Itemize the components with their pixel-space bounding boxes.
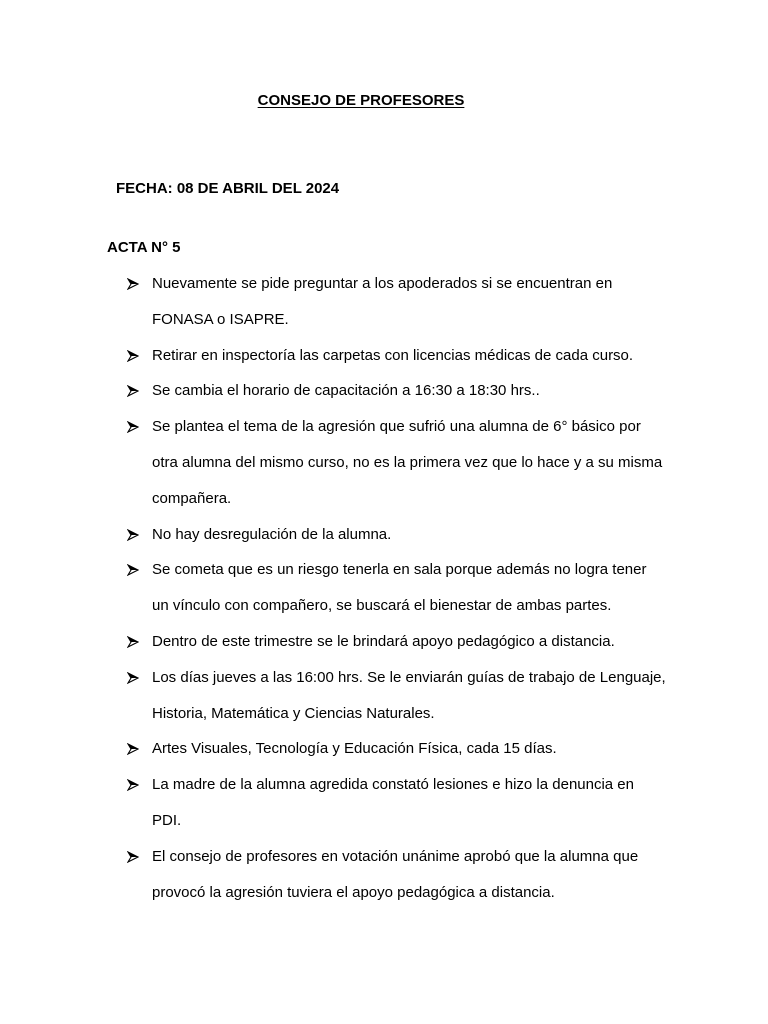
arrowhead-bullet-icon [127, 636, 139, 648]
list-item [127, 767, 667, 839]
list-item [127, 266, 667, 338]
list-item-text: Los días jueves a las 16:00 hrs. Se le enviarán guías de trabajo de Lenguaje, Historia, Matemática y Ciencias Naturales. [152, 668, 666, 722]
arrowhead-bullet-icon [127, 278, 139, 290]
list-item [127, 552, 667, 624]
list-item-text: La madre de la alumna agredida constató lesiones e hizo la denuncia en PDI. [152, 776, 634, 829]
list-item-text: Dentro de este trimestre se le brindará apoyo pedagógico a distancia. [152, 632, 615, 650]
arrowhead-bullet-icon [127, 350, 139, 362]
arrowhead-bullet-icon [127, 851, 139, 863]
list-item [127, 338, 667, 374]
list-item [127, 731, 667, 767]
list-item-text: Artes Visuales, Tecnología y Educación Física, cada 15 días. [152, 740, 557, 758]
list-item-text: El consejo de profesores en votación unánime aprobó que la alumna que provocó la agresión tuviera el apoyo pedagógica a distancia. [152, 847, 639, 901]
list-item-text: No hay desregulación de la alumna. [152, 525, 392, 543]
list-item-text: Se plantea el tema de la agresión que sufrió una alumna de 6° básico por otra alumna del mismo curso, no es la primera vez que lo hace y a su misma compañera. [152, 418, 663, 507]
arrowhead-bullet-icon [127, 779, 139, 791]
list-item-text: Nuevamente se pide preguntar a los apoderados si se encuentran en FONASA o ISAPRE. [152, 275, 613, 328]
list-item-text: Se cometa que es un riesgo tenerla en sala porque además no logra tener un vínculo con compañero, se buscará el bienestar de ambas partes. [152, 561, 647, 615]
arrowhead-bullet-icon [127, 385, 139, 397]
arrowhead-bullet-icon [127, 743, 139, 755]
list-item [127, 373, 667, 409]
meeting-date: FECHA: 08 DE ABRIL DEL 2024 [116, 180, 340, 197]
list-item [127, 660, 667, 732]
list-item [127, 624, 667, 660]
agenda-bullet-list [127, 266, 667, 910]
arrowhead-bullet-icon [127, 672, 139, 684]
list-item [127, 839, 667, 911]
document-title: CONSEJO DE PROFESORES [257, 92, 465, 109]
arrowhead-bullet-icon [127, 529, 139, 541]
arrowhead-bullet-icon [127, 421, 139, 433]
arrowhead-bullet-icon [127, 564, 139, 576]
acta-number: ACTA N° 5 [107, 239, 181, 256]
list-item [127, 409, 667, 516]
list-item-text: Se cambia el horario de capacitación a 16:30 a 18:30 hrs.. [152, 382, 540, 400]
list-item-text: Retirar en inspectoría las carpetas con licencias médicas de cada curso. [152, 346, 634, 364]
list-item [127, 517, 667, 553]
